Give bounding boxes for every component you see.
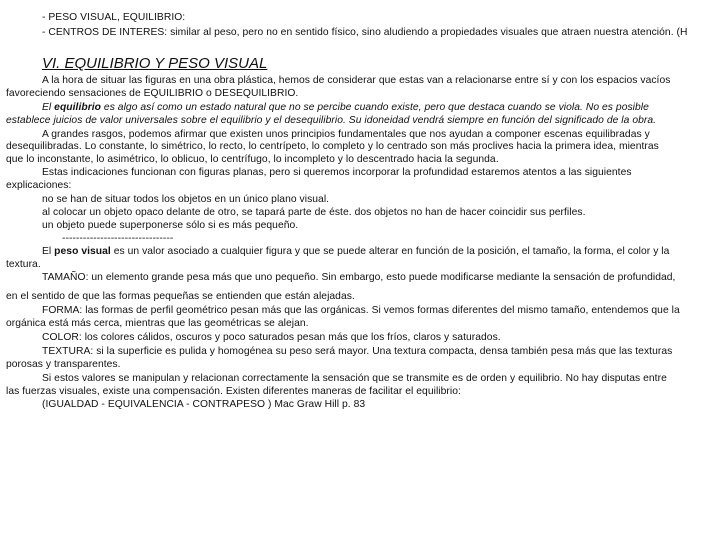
paragraph-line: textura. — [6, 259, 41, 270]
paragraph-line: que lo inconstante, lo asimétrico, lo oblicuo, lo centrífugo, lo incompleto y lo descentrado hacia la segunda. — [6, 154, 499, 165]
text-fragment: El — [42, 246, 55, 257]
paragraph-line-color: COLOR: los colores cálidos, oscuros y poco saturados pesan más que los fríos, claros y saturados. — [42, 332, 501, 343]
paragraph-line: orgánica está más cerca, mientras que las geométricas se alejan. — [6, 318, 309, 329]
bold-term-peso-visual: peso visual — [54, 246, 111, 257]
text-fragment: es un valor asociado a cualquier figura y que se puede alterar en función de la posición, el tamaño, la forma, el color y la — [110, 246, 670, 257]
paragraph-line: A grandes rasgos, podemos afirmar que existen unos principios fundamentales que nos ayudan a componer escenas equilibradas y — [42, 129, 650, 140]
paragraph-line: establece juicios de valor universales sobre el equilibrio y el desequilibrio. Su idoneidad vendrá siempre en función del significado de la obra. — [6, 115, 657, 126]
reference-line: (IGUALDAD - EQUIVALENCIA - CONTRAPESO ) Mac Graw Hill p. 83 — [42, 399, 366, 410]
section-title: VI. EQUILIBRIO Y PESO VISUAL — [42, 55, 268, 72]
text-fragment: es algo así como un estado natural que no se percibe cuando existe, pero que destaca cuando se viola. No es posible — [101, 102, 649, 113]
header-line-centros-interes: - CENTROS DE INTERES: similar al peso, pero no en sentido físico, sino aludiendo a propiedades visuales que atraen nuestra atención. (H — [42, 27, 688, 38]
paragraph-line: porosas y transparentes. — [6, 359, 121, 370]
paragraph-line-tamano: TAMAÑO: un elemento grande pesa más que uno pequeño. Sin embargo, esto puede modificarse mediante la sensación de profundidad, — [42, 272, 676, 283]
paragraph-line-peso-visual — [42, 246, 669, 258]
list-item: un objeto puede superponerse sólo si es más pequeño. — [42, 220, 299, 231]
paragraph-line: en el sentido de que las formas pequeñas se entienden que están alejadas. — [6, 291, 355, 302]
paragraph-line: favoreciendo sensaciones de EQUILIBRIO o DESEQUILIBRIO. — [6, 88, 299, 99]
header-line-peso-visual: - PESO VISUAL, EQUILIBRIO: — [42, 12, 186, 23]
paragraph-line: las fuerzas visuales, existe una compensación. Existen diferentes maneras de facilitar el equilibrio: — [6, 386, 461, 397]
paragraph-line-equilibrio — [42, 102, 649, 114]
paragraph-line: A la hora de situar las figuras en una obra plástica, hemos de considerar que estas van a relacionarse entre sí y con los espacios vacíos — [42, 75, 671, 86]
paragraph-line: Estas indicaciones funcionan con figuras planas, pero si queremos incorporar la profundidad estaremos atentos a las siguientes — [42, 167, 632, 178]
paragraph-line-textura: TEXTURA: si la superficie es pulida y homogénea su peso será mayor. Una textura compacta, densa también pesa más que las texturas — [42, 346, 673, 357]
text-fragment: El — [42, 102, 55, 113]
paragraph-line: Si estos valores se manipulan y relacionan correctamente la sensación que se transmite es de orden y equilibrio. No hay disputas entre — [42, 373, 667, 384]
bold-term-equilibrio: equilibrio — [54, 102, 102, 113]
paragraph-line-forma: FORMA: las formas de perfil geométrico pesan más que las orgánicas. Si vemos formas diferentes del mismo tamaño, entendemos que la — [42, 305, 680, 316]
list-item: al colocar un objeto opaco delante de otro, se tapará parte de éste. dos objetos no han de hacer coincidir sus perfiles. — [42, 207, 586, 218]
separator-line: -------------------------------- — [62, 233, 174, 244]
list-item: no se han de situar todos los objetos en un único plano visual. — [42, 194, 330, 205]
paragraph-line: explicaciones: — [6, 180, 72, 191]
paragraph-line: desequilibradas. Lo constante, lo simétrico, lo recto, lo centrípeto, lo completo y lo centrado son más proclives hacia la primera idea, mientras — [6, 141, 659, 152]
